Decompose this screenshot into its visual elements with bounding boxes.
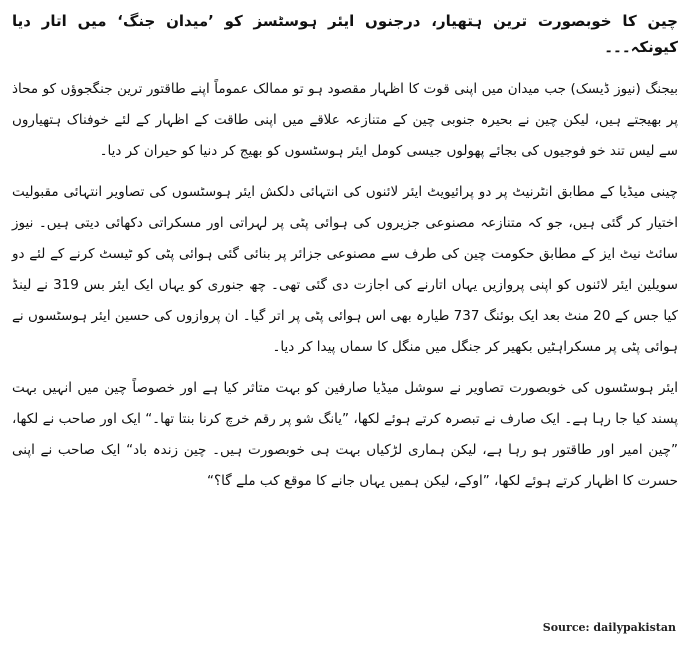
paragraph-media-report: چینی میڈیا کے مطابق انٹرنیٹ پر دو پرائیویٹ ایئر لائنوں کی انتہائی دلکش ایئر ہوسٹسوں کی تصاویر انتہائی مقبولیت اختیار کر گئی ہیں، جو کہ متنازعہ مصنوعی جزیروں کی ہوائی پٹی پر لہراتی اور مسکراتی دکھائی دیتی ہیں۔ نیوز سائٹ نیٹ ایز کے مطابق حکومت چین کی طرف سے مصنوعی جزائر پر بنائی گئی ہوائی پٹی کو ٹیسٹ کرنے کے لئے دو سویلین ایئر لائنوں کو اپنی پروازیں یہاں اتارنے کی اجازت دی گئی تھی۔ چھ جنوری کو یہاں ایک ایئر بس 319 نے لینڈ کیا جس کے 20 منٹ بعد ایک بوئنگ 737 طیارہ بھی اس ہوائی پٹی پر اتر گیا۔ ان پروازوں کی حسین ایئر ہوسٹسوں نے ہوائی پٹی پر مسکراہٹیں بکھیر کر جنگل میں منگل کا سماں پیدا کر دیا۔ (12, 184, 678, 355)
source-credit: Source: dailypakistan (542, 621, 676, 634)
paragraph-social-reaction: ایئر ہوسٹسوں کی خوبصورت تصاویر نے سوشل میڈیا صارفین کو بہت متاثر کیا ہے اور خصوصاً چین میں انہیں بہت پسند کیا جا رہا ہے۔ ایک صارف نے تبصرہ کرتے ہوئے لکھا، ”یانگ شو پر رقم خرچ کرنا بنتا تھا۔“ ایک اور صاحب نے لکھا، ”چین امیر اور طاقتور ہو رہا ہے، لیکن ہماری لڑکیاں بہت ہی خوبصورت ہیں۔ چین زندہ باد“ ایک صاحب نے اپنی حسرت کا اظہار کرتے ہوئے لکھا، ”اوکے، لیکن ہمیں یہاں جانے کا موقع کب ملے گا؟“ (12, 380, 678, 489)
paragraph-intro: بیجنگ (نیوز ڈیسک) جب میدان میں اپنی قوت کا اظہار مقصود ہو تو ممالک عموماً اپنے طاقتور ترین جنگجوؤں کو محاذ پر بھیجتے ہیں، لیکن چین نے بحیرہ جنوبی چین کے متنازعہ علاقے میں اپنی طاقت کے اظہار کے لئے خوفناک ہتھیاروں سے لیس تند خو فوجیوں کی بجائے پھولوں جیسی کومل ایئر ہوسٹسوں کو بھیج کر دنیا کو حیران کر دیا۔ (12, 81, 678, 159)
article (12, 8, 678, 507)
headline: چین کا خوبصورت ترین ہتھیار، درجنوں ایئر ہوسٹسز کو ’میدان جنگ‘ میں اتار دیا کیونکہ۔۔۔ (12, 12, 678, 56)
